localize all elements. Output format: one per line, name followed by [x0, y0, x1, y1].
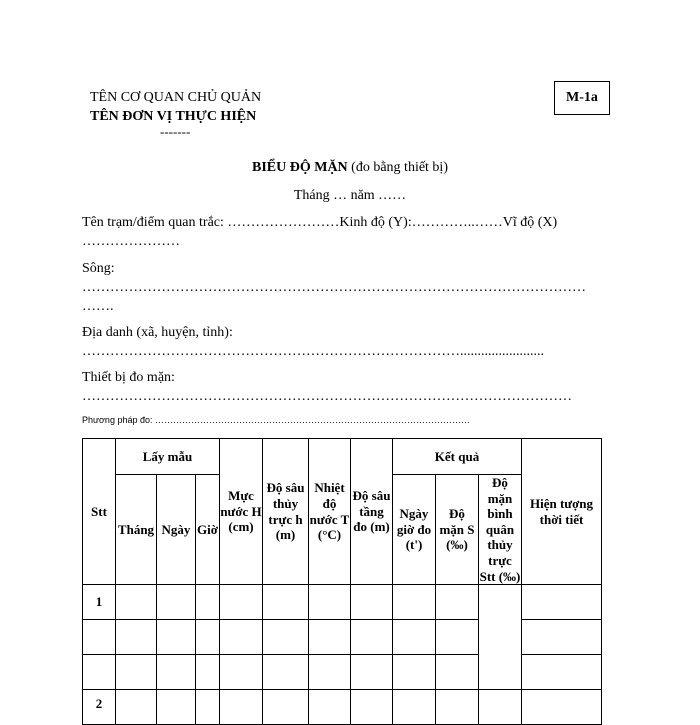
table-cell — [522, 655, 602, 690]
table-cell — [393, 655, 436, 690]
tide-depth-header: Độ sâu thủy trực h (m) — [263, 439, 309, 585]
location-dots: ………………………………………………………………………........................ — [82, 344, 544, 359]
table-cell — [263, 690, 309, 725]
salinity-table — [82, 438, 602, 725]
table-cell — [436, 585, 479, 620]
table-cell — [393, 585, 436, 620]
row-number-2: 2 — [83, 690, 116, 725]
table-cell — [83, 620, 116, 655]
day-header: Ngày — [157, 475, 196, 585]
table-cell — [263, 620, 309, 655]
table-cell — [522, 690, 602, 725]
table-cell — [157, 620, 196, 655]
month-header: Tháng — [116, 475, 157, 585]
title-main: BIỂU ĐỘ MẶN — [252, 160, 348, 175]
river-dots-cont: ……. — [82, 299, 114, 314]
table-cell — [351, 690, 393, 725]
separator-dashes: ------- — [160, 124, 191, 139]
ministry-name: TÊN CƠ QUAN CHỦ QUẢN — [90, 90, 262, 105]
hour-header: Giờ — [196, 475, 220, 585]
table-cell — [309, 655, 351, 690]
table-cell — [436, 620, 479, 655]
station-line-cont: ………………… — [82, 234, 180, 249]
table-cell — [309, 620, 351, 655]
table-cell — [309, 690, 351, 725]
table-cell — [116, 585, 157, 620]
month-year-line: Tháng … năm …… — [293, 188, 407, 203]
table-cell — [157, 690, 196, 725]
table-cell — [263, 655, 309, 690]
table-cell — [436, 655, 479, 690]
table-cell — [522, 585, 602, 620]
avg-salinity-cell — [479, 585, 522, 690]
table-cell — [196, 690, 220, 725]
station-line: Tên trạm/điểm quan trắc: ……………………Kinh độ (Y):…………..……Vĩ độ (X) — [82, 215, 558, 230]
table-cell — [196, 585, 220, 620]
table-cell — [83, 655, 116, 690]
method-line: Phương pháp đo: …………………………………………………………………………………………… — [82, 415, 470, 425]
measure-time-header: Ngày giờ đo (t') — [393, 475, 436, 585]
table-cell — [196, 655, 220, 690]
unit-name: TÊN ĐƠN VỊ THỰC HIỆN — [90, 109, 257, 124]
table-cell — [196, 620, 220, 655]
table-cell — [220, 620, 263, 655]
weather-header: Hiện tượng thời tiết — [522, 439, 602, 585]
location-label: Địa danh (xã, huyện, tỉnh): — [82, 325, 233, 340]
device-label: Thiết bị đo mặn: — [82, 370, 175, 385]
table-cell — [479, 690, 522, 725]
table-cell — [351, 620, 393, 655]
table-cell — [220, 690, 263, 725]
table-cell — [157, 655, 196, 690]
table-cell — [351, 655, 393, 690]
table-cell — [157, 585, 196, 620]
table-cell — [393, 690, 436, 725]
table-cell — [522, 620, 602, 655]
form-title — [0, 160, 700, 176]
title-sub: (đo bằng thiết bị) — [351, 160, 448, 175]
sampling-header: Lấy mẫu — [116, 439, 220, 475]
avg-salinity-header: Độ mặn bình quân thủy trực Stt (‰) — [479, 475, 521, 584]
stt-header: Stt — [83, 439, 116, 585]
river-dots: ……………………………………………………………………………………………… — [82, 280, 586, 295]
device-dots: …………………………………………………………………………………………… — [82, 389, 572, 404]
form-code-box — [554, 81, 610, 115]
table-cell — [351, 585, 393, 620]
table-cell — [436, 690, 479, 725]
table-cell — [220, 585, 263, 620]
table-cell — [220, 655, 263, 690]
river-label: Sông: — [82, 261, 115, 276]
row-number-1: 1 — [83, 585, 116, 620]
table-cell — [116, 620, 157, 655]
table-cell — [263, 585, 309, 620]
results-header: Kết quả — [393, 439, 522, 475]
salinity-header: Độ mặn S (‰) — [436, 475, 479, 585]
water-level-header: Mực nước H (cm) — [220, 439, 263, 585]
water-temp-header: Nhiệt độ nước T (°C) — [309, 439, 351, 585]
table-cell — [116, 690, 157, 725]
table-cell — [116, 655, 157, 690]
table-cell — [393, 620, 436, 655]
table-cell — [309, 585, 351, 620]
measure-depth-header: Độ sâu tầng đo (m) — [351, 439, 393, 585]
form-code: M-1a — [566, 90, 598, 105]
